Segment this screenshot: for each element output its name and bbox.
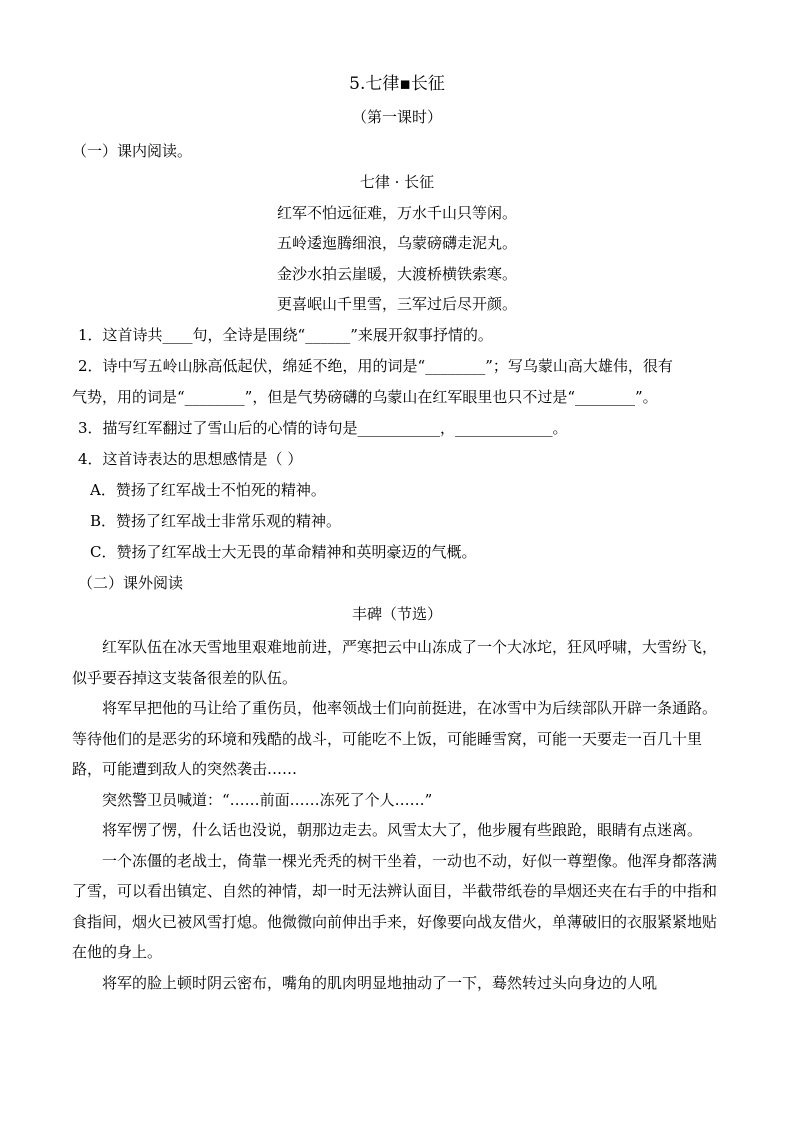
question-2-line-1: 2．诗中写五岭山脉高低起伏，绵延不绝，用的词是“________”；写乌蒙山高大雄伟，很有 [78, 357, 673, 375]
option-b: B．赞扬了红军战士非常乐观的精神。 [90, 512, 342, 530]
question-3: 3．描写红军翻过了雪山后的心情的诗句是___________，_____________。 [78, 419, 568, 437]
lesson-subtitle: （第一课时） [351, 108, 442, 126]
article-title: 丰碑（节选） [351, 605, 442, 623]
poem-line: 五岭逶迤腾细浪，乌蒙磅礴走泥丸。 [276, 234, 517, 252]
question-4: 4．这首诗表达的思想感情是（ ） [78, 450, 303, 468]
question-1: 1．这首诗共____句，全诗是围绕“______”来展开叙事抒情的。 [78, 326, 493, 344]
question-2-line-2: 气势，用的词是“________”，但是气势磅礴的乌蒙山在红军眼里也只不过是“________”。 [72, 388, 658, 406]
option-a: A．赞扬了红军战士不怕死的精神。 [90, 481, 326, 499]
article-paragraph: 将军的脸上顿时阴云密布，嘴角的肌肉明显地抽动了一下，蓦然转过头向身边的人吼 [102, 973, 658, 992]
section-heading-extra: （二）课外阅读 [78, 574, 184, 592]
option-c: C．赞扬了红军战士大无畏的革命精神和英明豪迈的气概。 [90, 543, 477, 561]
poem-line: 红军不怕远征难，万水千山只等闲。 [276, 204, 517, 222]
poem-title: 七律 · 长征 [359, 173, 435, 191]
section-heading-in-class: （一）课内阅读。 [72, 142, 193, 160]
poem-line: 金沙水拍云崖暖，大渡桥横铁索寒。 [276, 265, 517, 283]
poem-line: 更喜岷山千里雪，三军过后尽开颜。 [276, 295, 517, 313]
article-paragraph: 将军愣了愣，什么话也没说，朝那边走去。风雪太大了，他步履有些踉跄，眼睛有点迷离。 [102, 821, 703, 839]
article-paragraph: 突然警卫员喊道：“……前面……冻死了个人……” [102, 790, 433, 809]
lesson-title: 5.七律▪长征 [349, 74, 445, 94]
article-paragraph: 将军早把他的马让给了重伤员，他率领战士们向前挺进，在冰雪中为后续部队开辟一条通路。等待他们的是恶劣的环境和残酷的战斗，可能吃不上饭，可能睡雪窝，可能一天要走一百几十里路，可能遭到敌人的突然袭击…… [72, 699, 718, 778]
article-body [72, 632, 722, 998]
article-paragraph: 红军队伍在冰天雪地里艰难地前进，严寒把云中山冻成了一个大冰坨，狂风呼啸，大雪纷飞，似乎要吞掉这支装备很差的队伍。 [72, 638, 718, 687]
article-paragraph: 一个冻僵的老战士，倚靠一棵光秃秃的树干坐着，一动也不动，好似一尊塑像。他浑身都落满了雪，可以看出镇定、自然的神情，却一时无法辨认面目，半截带纸卷的旱烟还夹在右手的中指和食指间，烟火已被风雪打熄。他微微向前伸出手来，好像要向战友借火，单薄破旧的衣服紧紧地贴在他的身上。 [72, 851, 718, 961]
